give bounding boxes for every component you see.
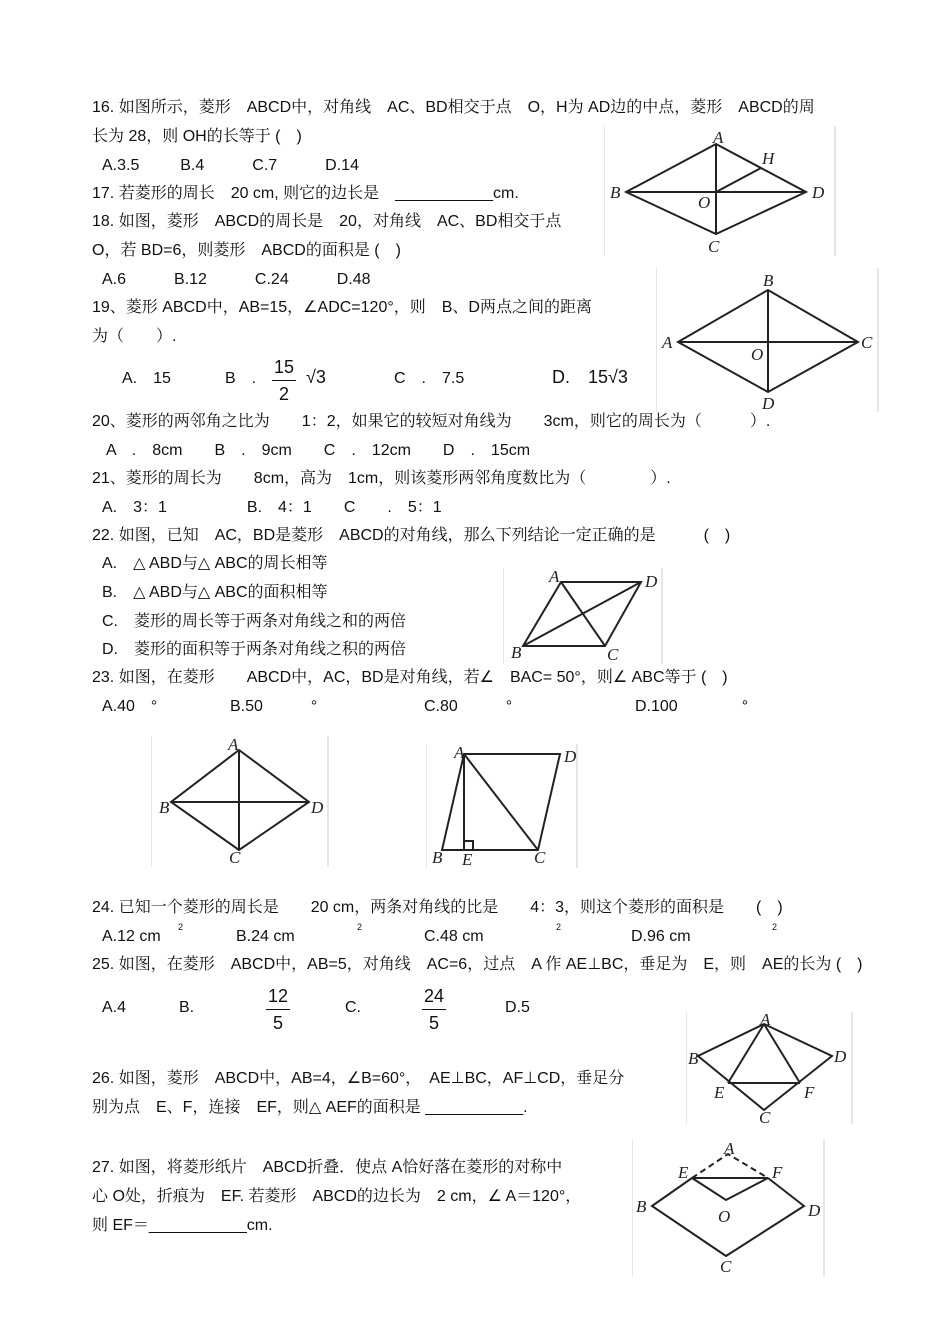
fig22-label-b: B	[511, 643, 522, 662]
figure-q27	[632, 1140, 826, 1276]
fig27-label-a: A	[724, 1140, 735, 1158]
q19-option-a: A. 15	[122, 370, 171, 387]
q22-option-a: A. △ ABD与△ ABC的周长相等	[102, 555, 328, 572]
q24-option-b-sup: 2	[357, 922, 363, 932]
q23-option-d: D.100 °	[635, 698, 749, 715]
q19-b-denominator: 2	[279, 384, 290, 404]
q16-line1: 16. 如图所示，菱形 ABCD中，对角线 AC、BD相交于点 O，H为 AD边的中点，菱形 ABCD的周	[92, 99, 815, 116]
fig22-label-a: A	[549, 568, 560, 586]
q26-line1: 26. 如图，菱形 ABCD中，AB=4，∠B=60°， AE⊥BC，AF⊥CD，垂足分	[92, 1070, 625, 1087]
q16-line2: 长为 28，则 OH的长等于 ( )	[92, 128, 302, 145]
fig25-label-c: C	[534, 848, 546, 867]
q25-b-denominator: 5	[273, 1013, 284, 1033]
q19-b-radical: √3	[306, 367, 326, 387]
q27-line2: 心 O处，折痕为 EF. 若菱形 ABCD的边长为 2 cm，∠ A＝120°，	[92, 1188, 582, 1205]
figure-q26	[686, 1012, 854, 1124]
fig27-label-d: D	[808, 1201, 821, 1220]
fig26-label-d: D	[834, 1047, 847, 1066]
q19-option-b: B .	[225, 370, 257, 387]
q22-option-b: B. △ ABD与△ ABC的面积相等	[102, 584, 328, 601]
q24-option-a-sup: 2	[178, 922, 184, 932]
q25-option-a: A.4	[102, 999, 127, 1016]
fig19-label-d: D	[762, 394, 775, 412]
figure-q19	[656, 268, 880, 412]
q20-text: 20、菱形的两邻角之比为 1：2，如果它的较短对角线为 3cm，则它的周长为（ ）.	[92, 413, 771, 430]
figure-q23	[151, 736, 329, 866]
fig27-label-b: B	[636, 1197, 647, 1216]
q19-line2: 为（ ）.	[92, 328, 177, 345]
q24-option-c-sup: 2	[556, 922, 562, 932]
q25-option-b-fraction	[266, 983, 290, 1036]
q18-line1: 18. 如图，菱形 ABCD的周长是 20，对角线 AC、BD相交于点	[92, 213, 562, 230]
fig19-label-o: O	[751, 345, 764, 364]
q25-option-d: D.5	[505, 999, 530, 1016]
q19-option-b-fraction	[272, 354, 296, 407]
q25-option-b: B.	[179, 999, 195, 1016]
q23-option-c: C.80 °	[424, 698, 513, 715]
q25-b-numerator: 12	[266, 983, 290, 1010]
fig19-label-a: A	[662, 333, 673, 352]
q21-options: A. 3：1 B. 4：1 C . 5：1	[102, 499, 442, 516]
fig27-label-e: E	[678, 1163, 689, 1182]
fig26-label-e: E	[714, 1083, 725, 1102]
fig23-label-b: B	[159, 798, 170, 817]
q25-c-numerator: 24	[422, 983, 446, 1010]
figure-q16	[604, 126, 836, 256]
fig23-label-c: C	[229, 848, 241, 866]
q23-text: 23. 如图，在菱形 ABCD中，AC，BD是对角线，若∠ BAC= 50°，则∠ ABC等于 ( )	[92, 669, 728, 686]
q24-option-a: A.12 cm	[102, 928, 161, 945]
q24-option-b: B.24 cm	[236, 928, 295, 945]
q24-option-d-sup: 2	[772, 922, 778, 932]
fig22-label-c: C	[607, 645, 619, 664]
q24-option-d: D.96 cm	[631, 928, 691, 945]
fig23-label-a: A	[228, 736, 239, 754]
q23-option-a: A.40 °	[102, 698, 158, 715]
fig25-label-b: B	[432, 848, 443, 867]
q18-line2: O，若 BD=6，则菱形 ABCD的面积是 ( )	[92, 242, 401, 259]
fig26-label-c: C	[759, 1108, 771, 1124]
fig27-label-c: C	[720, 1257, 732, 1276]
fig19-label-b: B	[763, 271, 774, 290]
q22-text: 22. 如图，已知 AC，BD是菱形 ABCD的对角线，那么下列结论一定正确的是 ( )	[92, 527, 731, 544]
fig16-label-d: D	[812, 183, 825, 202]
q19-line1: 19、菱形 ABCD中，AB=15，∠ADC=120°，则 B、D两点之间的距离	[92, 299, 592, 316]
q25-option-c: C.	[345, 999, 361, 1016]
fig19-label-c: C	[861, 333, 873, 352]
fig25-label-a: A	[454, 744, 465, 762]
fig25-label-d: D	[564, 747, 577, 766]
fig25-label-e: E	[462, 850, 473, 868]
fig26-label-b: B	[688, 1049, 699, 1068]
q17-text: 17. 若菱形的周长 20 cm, 则它的边长是 ___________cm.	[92, 185, 519, 202]
q22-option-d: D. 菱形的面积等于两条对角线之积的两倍	[102, 641, 407, 658]
q19-b-numerator: 15	[272, 354, 296, 381]
fig16-label-b: B	[610, 183, 621, 202]
q19-option-c: C . 7.5	[394, 370, 465, 387]
q27-line1: 27. 如图，将菱形纸片 ABCD折叠．使点 A恰好落在菱形的对称中	[92, 1159, 563, 1176]
q18-options: A.6 B.12 C.24 D.48	[102, 271, 371, 288]
q20-options: A . 8cm B . 9cm C . 12cm D . 15cm	[106, 442, 531, 459]
fig16-label-c: C	[708, 237, 720, 256]
q23-option-b: B.50 °	[230, 698, 318, 715]
fig16-label-a: A	[713, 128, 724, 147]
q25-c-denominator: 5	[429, 1013, 440, 1033]
q16-options: A.3.5 B.4 C.7 D.14	[102, 157, 359, 174]
q25-text: 25. 如图，在菱形 ABCD中，AB=5，对角线 AC=6，过点 A 作 AE⊥BC，垂足为 E，则 AE的长为 ( )	[92, 956, 863, 973]
q21-text: 21、菱形的周长为 8cm，高为 1cm，则该菱形两邻角度数比为（ ）.	[92, 470, 671, 487]
q26-line2: 别为点 E、F，连接 EF，则△ AEF的面积是 ___________.	[92, 1099, 528, 1116]
q27-line3: 则 EF＝___________cm.	[92, 1217, 273, 1234]
fig16-label-o: O	[698, 193, 711, 212]
q25-option-c-fraction	[422, 983, 446, 1036]
q19-option-d: D. 15√3	[552, 367, 628, 387]
q24-text: 24. 已知一个菱形的周长是 20 cm，两条对角线的比是 4：3，则这个菱形的面积是 ( )	[92, 899, 783, 916]
fig26-label-a: A	[760, 1012, 771, 1029]
figure-q22	[503, 568, 663, 664]
figure-q25	[426, 744, 578, 868]
fig27-label-f: F	[772, 1163, 783, 1182]
q22-option-c: C. 菱形的周长等于两条对角线之和的两倍	[102, 613, 407, 630]
fig27-label-o: O	[718, 1207, 731, 1226]
fig23-label-d: D	[311, 798, 324, 817]
fig26-label-f: F	[804, 1083, 815, 1102]
fig22-label-d: D	[645, 572, 658, 591]
fig16-label-h: H	[762, 149, 775, 168]
q24-option-c: C.48 cm	[424, 928, 484, 945]
